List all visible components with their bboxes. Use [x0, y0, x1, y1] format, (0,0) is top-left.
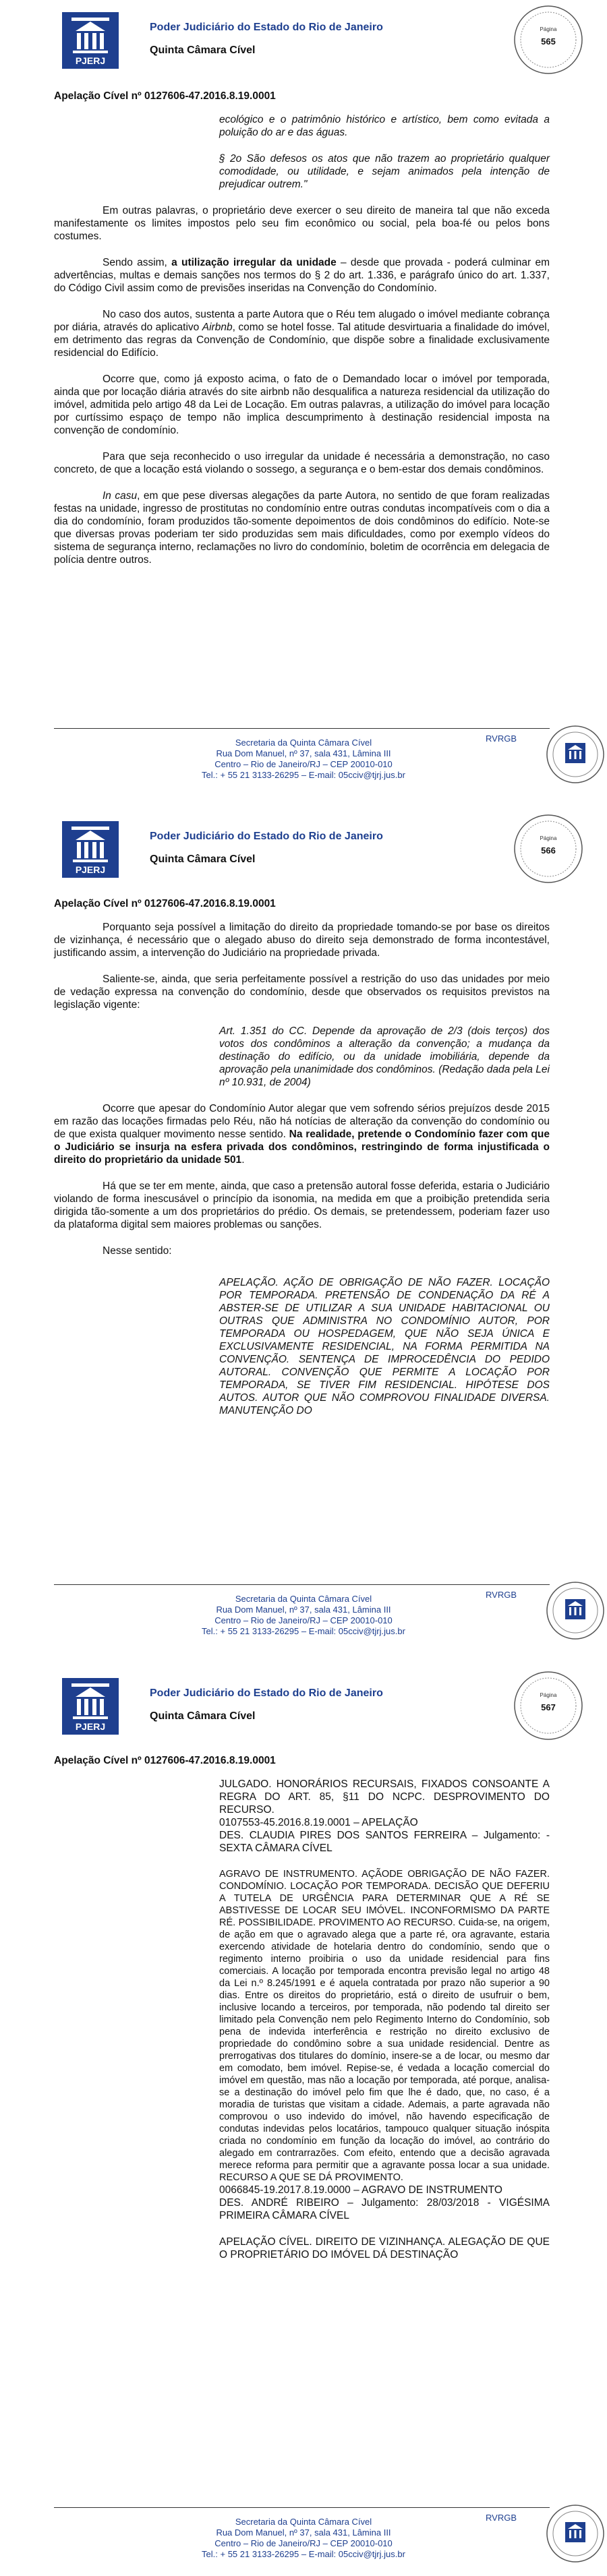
- chamber-name: Quinta Câmara Cível: [150, 853, 256, 865]
- pjerj-logo-icon: [62, 821, 119, 878]
- case-reference: DES. CLAUDIA PIRES DOS SANTOS FERREIRA – Julgamento: - SEXTA CÂMARA CÍVEL: [219, 1830, 550, 1854]
- footer-address: Secretaria da Quinta Câmara Cível Rua Dom Manuel, nº 37, sala 431, Lâmina III Centro – Rio de Janeiro/RJ – CEP 20010-010 Tel.: + 55 21 3133-26295 – E-mail: 05cciv@tjrj.jus.br: [202, 738, 405, 780]
- logo-text: PJERJ: [75, 1721, 106, 1732]
- case-number: Apelação Cível nº 0127606-47.2016.8.19.0001: [54, 90, 276, 102]
- footer-initials: RVRGB: [486, 733, 517, 744]
- page-header: [0, 809, 607, 883]
- seal-label: Página: [540, 26, 557, 32]
- case-reference: DES. ANDRÉ RIBEIRO – Julgamento: 28/03/2018 - VIGÉSIMA PRIMEIRA CÂMARA CÍVEL: [219, 2197, 550, 2221]
- chamber-name: Quinta Câmara Cível: [150, 1710, 256, 1722]
- case-number: Apelação Cível nº 0127606-47.2016.8.19.0001: [54, 898, 276, 909]
- seal-label: Página: [540, 835, 557, 841]
- quote-text: AGRAVO DE INSTRUMENTO. AÇÃODE OBRIGAÇÃO DE NÃO FAZER. CONDOMÍNIO. LOCAÇÃO POR TEMPORADA. DECISÃO QUE DEFERIU A TUTELA DE URGÊNCIA PARA DETERMINAR QUE A RÉ SE ABSTIVESSE DE LOCAR SEU IMÓVEL. INCONFORMISMO DA PARTE RÉ. POSSIBILIDADE. PROVIMENTO AO RECURSO. Cuida-se, na origem, de ação em que o agravado alega que a parte ré, ora agravante, estaria exercendo atividade de hotelaria dentro do condomínio, sendo que o regimento interno proibiria o uso da unidade residencial para fins comerciais. A locação por temporada encontra previsão legal no artigo 48 da Lei n.º 8.245/1991 e é aquela contratada por prazo não superior a 90 dias. Entre os direitos do proprietário, está o direito de usufruir o bem, inclusive locando a terceiros, por temporada, não podendo tal direito ser limitado pela Convenção nem pelo Regimento Interno do Condomínio, sob pena de indevida interferência e restrição no direito exclusivo de propriedade do condômino sobre a sua unidade residencial. Dentre as prerrogativas dos titulares do domínio, insere-se a de locar, ou mesmo dar em comodato, bem imóvel. Repise-se, é vedada a locação comercial do imóvel em questão, mas não a locação por temporada, até porque, analisa-se a destinação do imóvel pelo fim que lhe é dado, que, no caso, é a moradia de turistas que visitam a cidade. Ademais, a parte agravada não comprovou o uso indevido do imóvel, não havendo especificação de condutas indevidas pelos locatários, tampouco qualquer situação inóspita criada no condomínio em função da locação do imóvel, ao contrário do alegado em contrarrazões. Com efeito, entendo que a decisão agravada merece reforma para permitir que a agravante possa locar a sua unidade. RECURSO A QUE SE DÁ PROVIMENTO.: [219, 1869, 550, 2183]
- case-reference: 0107553-45.2016.8.19.0001 – APELAÇÃO: [219, 1817, 418, 1828]
- footer-divider: [54, 2507, 550, 2508]
- page-number: 567: [541, 1702, 556, 1712]
- quote-text: ecológico e o patrimônio histórico e artístico, bem como evitada a poluição do ar e das águas.: [219, 114, 550, 138]
- paragraph: Saliente-se, ainda, que seria perfeitamente possível a restrição do uso das unidades por meio de vedação expressa na convenção do condomínio, desde que observados os requisitos previstos na legislação vigente:: [54, 974, 550, 1011]
- footer-divider: [54, 1584, 550, 1585]
- page-seal-icon: [513, 813, 584, 885]
- page-header: [0, 1666, 607, 1740]
- page-body: [54, 921, 550, 1431]
- paragraph: Há que se ter em mente, ainda, que caso a pretensão autoral fosse deferida, estaria o Judiciário violando de forma inescusável o princípio da isonomia, na medida em que a proibição pretendida seria dirigida tão-somente a um dos proprietários do prédio. Os demais, se pretendessem, poderiam fazer uso da plataforma digital sem maiores problemas ou sanções.: [54, 1180, 550, 1230]
- quote-text: Art. 1.351 do CC. Depende da aprovação de 2/3 (dois terços) dos votos dos condôminos a alteração da convenção; a mudança da destinação do edifício, ou da unidade imobiliária, depende da aprovação pela unanimidade dos condôminos. (Redação dada pela Lei nº 10.931, de 2004): [219, 1025, 550, 1088]
- page-body: [54, 113, 550, 580]
- case-reference: 0066845-19.2017.8.19.0000 – AGRAVO DE INSTRUMENTO: [219, 2184, 502, 2196]
- paragraph: Em outras palavras, o proprietário deve exercer o seu direito de maneira tal que não exceda manifestamente os limites impostos pelo seu fim econômico ou social, pela boa-fé ou pelos bons costumes.: [54, 205, 550, 242]
- paragraph: No caso dos autos, sustenta a parte Autora que o Réu tem alugado o imóvel mediante cobrança por diária, através do aplicativo Airbnb, como se hotel fosse. Tal atitude desvirtuaria a finalidade do imóvel, em detrimento das regras da Convenção de Condomínio, que dispõe sobre a finalidade exclusivamente residencial do Edifício.: [54, 309, 550, 359]
- footer-initials: RVRGB: [486, 2513, 517, 2523]
- court-name: Poder Judiciário do Estado do Rio de Janeiro: [150, 1687, 383, 1699]
- quote-text: § 2o São defesos os atos que não trazem ao proprietário qualquer comodidade, ou utilidade, e sejam animados pela intenção de prejudicar outrem.": [219, 153, 550, 190]
- paragraph: In casu, em que pese diversas alegações da parte Autora, no sentido de que foram realizadas festas na unidade, ingresso de prostitutas no condomínio entre outras condutas incompatíveis com o dia a dia do condomínio, foram produzidos tão-somente depoimentos de dois condôminos do edifício. Note-se que diversas provas poderiam ter sido produzidas sem mais dificuldades, como por exemplo vídeos do sistema de segurança interno, reclamações no livro do condomínio, boletim de ocorrência em delegacia de polícia dentre outros.: [54, 490, 550, 566]
- court-name: Poder Judiciário do Estado do Rio de Janeiro: [150, 22, 383, 33]
- chamber-name: Quinta Câmara Cível: [150, 44, 256, 56]
- paragraph: Nesse sentido:: [103, 1245, 172, 1257]
- page-567: [0, 1652, 607, 2576]
- page-seal-icon: [513, 4, 584, 76]
- page-565: [0, 0, 607, 796]
- footer-seal-icon: [545, 2503, 606, 2564]
- page-number: 565: [541, 36, 556, 47]
- quote-text: APELAÇÃO CÍVEL. DIREITO DE VIZINHANÇA. ALEGAÇÃO DE QUE O PROPRIETÁRIO DO IMÓVEL DÁ DESTINAÇÃO: [219, 2236, 550, 2260]
- pjerj-logo-icon: [62, 1678, 119, 1735]
- logo-text: PJERJ: [75, 864, 106, 875]
- footer-address: Secretaria da Quinta Câmara Cível Rua Dom Manuel, nº 37, sala 431, Lâmina III Centro – Rio de Janeiro/RJ – CEP 20010-010 Tel.: + 55 21 3133-26295 – E-mail: 05cciv@tjrj.jus.br: [202, 1594, 405, 1636]
- footer-initials: RVRGB: [486, 1590, 517, 1600]
- case-number: Apelação Cível nº 0127606-47.2016.8.19.0001: [54, 1755, 276, 1766]
- logo-text: PJERJ: [75, 55, 106, 66]
- paragraph: Para que seja reconhecido o uso irregular da unidade é necessária a demonstração, no caso concreto, de que a locação está violando o sossego, a segurança e o bem-estar dos demais condôminos.: [54, 451, 550, 475]
- page-header: [0, 0, 607, 74]
- quote-text: APELAÇÃO. AÇÃO DE OBRIGAÇÃO DE NÃO FAZER. LOCAÇÃO POR TEMPORADA. PRETENSÃO DE CONDENAÇÃO DA RÉ A ABSTER-SE DE UTILIZAR A SUA UNIDADE HABITACIONAL OU OUTRAS QUE ADMINISTRA NO CONDOMÍNIO AUTOR, POR TEMPORADA OU HOSPEDAGEM, QUE NÃO SEJA ÚNICA E EXCLUSIVAMENTE RESIDENCIAL, NA FORMA PERMITIDA NA CONVENÇÃO. SENTENÇA DE IMPROCEDÊNCIA DO PEDIDO AUTORAL. CONVENÇÃO QUE PERMITE A LOCAÇÃO POR TEMPORADA, SE TIVER FIM RESIDENCIAL. HIPÓTESE DOS AUTOS. AUTOR QUE NÃO COMPROVOU FINALIDADE DIVERSA. MANUTENÇÃO DO: [219, 1277, 550, 1416]
- page-footer: [0, 728, 607, 796]
- pjerj-logo-icon: [62, 12, 119, 69]
- quote-text: JULGADO. HONORÁRIOS RECURSAIS, FIXADOS CONSOANTE A REGRA DO ART. 85, §11 DO NCPC. DESPROVIMENTO DO RECURSO.: [219, 1778, 550, 1816]
- footer-seal-icon: [545, 724, 606, 785]
- page-body: [54, 1778, 550, 2261]
- footer-seal-icon: [545, 1580, 606, 1641]
- page-footer: [0, 2507, 607, 2575]
- paragraph: Ocorre que apesar do Condomínio Autor alegar que vem sofrendo sérios prejuízos desde 2015 em razão das locações firmadas pelo Réu, não há notícias de alteração da convenção do condomínio ou de que exista qualquer movimento nesse sentido. Na realidade, pretende o Condomínio fazer com que o Judiciário se insurja na esfera privada dos condôminos, restringindo de forma injustificada o direito do proprietário da unidade 501.: [54, 1103, 550, 1166]
- page-566: [0, 796, 607, 1652]
- paragraph: Sendo assim, a utilização irregular da unidade – desde que provada - poderá culminar em advertências, multas e demais sanções nos termos do § 2 do art. 1.336, e parágrafo único do art. 1.337, do Código Civil assim como de previsões inseridas na Convenção do Condomínio.: [54, 257, 550, 294]
- page-number: 566: [541, 845, 556, 856]
- footer-address: Secretaria da Quinta Câmara Cível Rua Dom Manuel, nº 37, sala 431, Lâmina III Centro – Rio de Janeiro/RJ – CEP 20010-010 Tel.: + 55 21 3133-26295 – E-mail: 05cciv@tjrj.jus.br: [202, 2517, 405, 2559]
- court-name: Poder Judiciário do Estado do Rio de Janeiro: [150, 831, 383, 842]
- paragraph: Ocorre que, como já exposto acima, o fato de o Demandado locar o imóvel por temporada, ainda que por locação diária através do site airbnb não desqualifica a natureza residencial da utilização do imóvel, admitida pelo artigo 48 da Lei de Locação. Em outras palavras, a utilização do imóvel para locação por curtíssimo espaço de tempo não implica descumprimento à destinação residencial imposta na convenção de condomínio.: [54, 373, 550, 436]
- seal-label: Página: [540, 1692, 557, 1698]
- page-footer: [0, 1584, 607, 1652]
- paragraph: Porquanto seja possível a limitação do direito da propriedade tomando-se por base os direitos de vizinhança, é necessário que o alegado abuso do direito seja demonstrado de forma incontestável, justificando assim, a intervenção do Judiciário na propriedade privada.: [54, 922, 550, 959]
- footer-divider: [54, 728, 550, 729]
- page-seal-icon: [513, 1670, 584, 1741]
